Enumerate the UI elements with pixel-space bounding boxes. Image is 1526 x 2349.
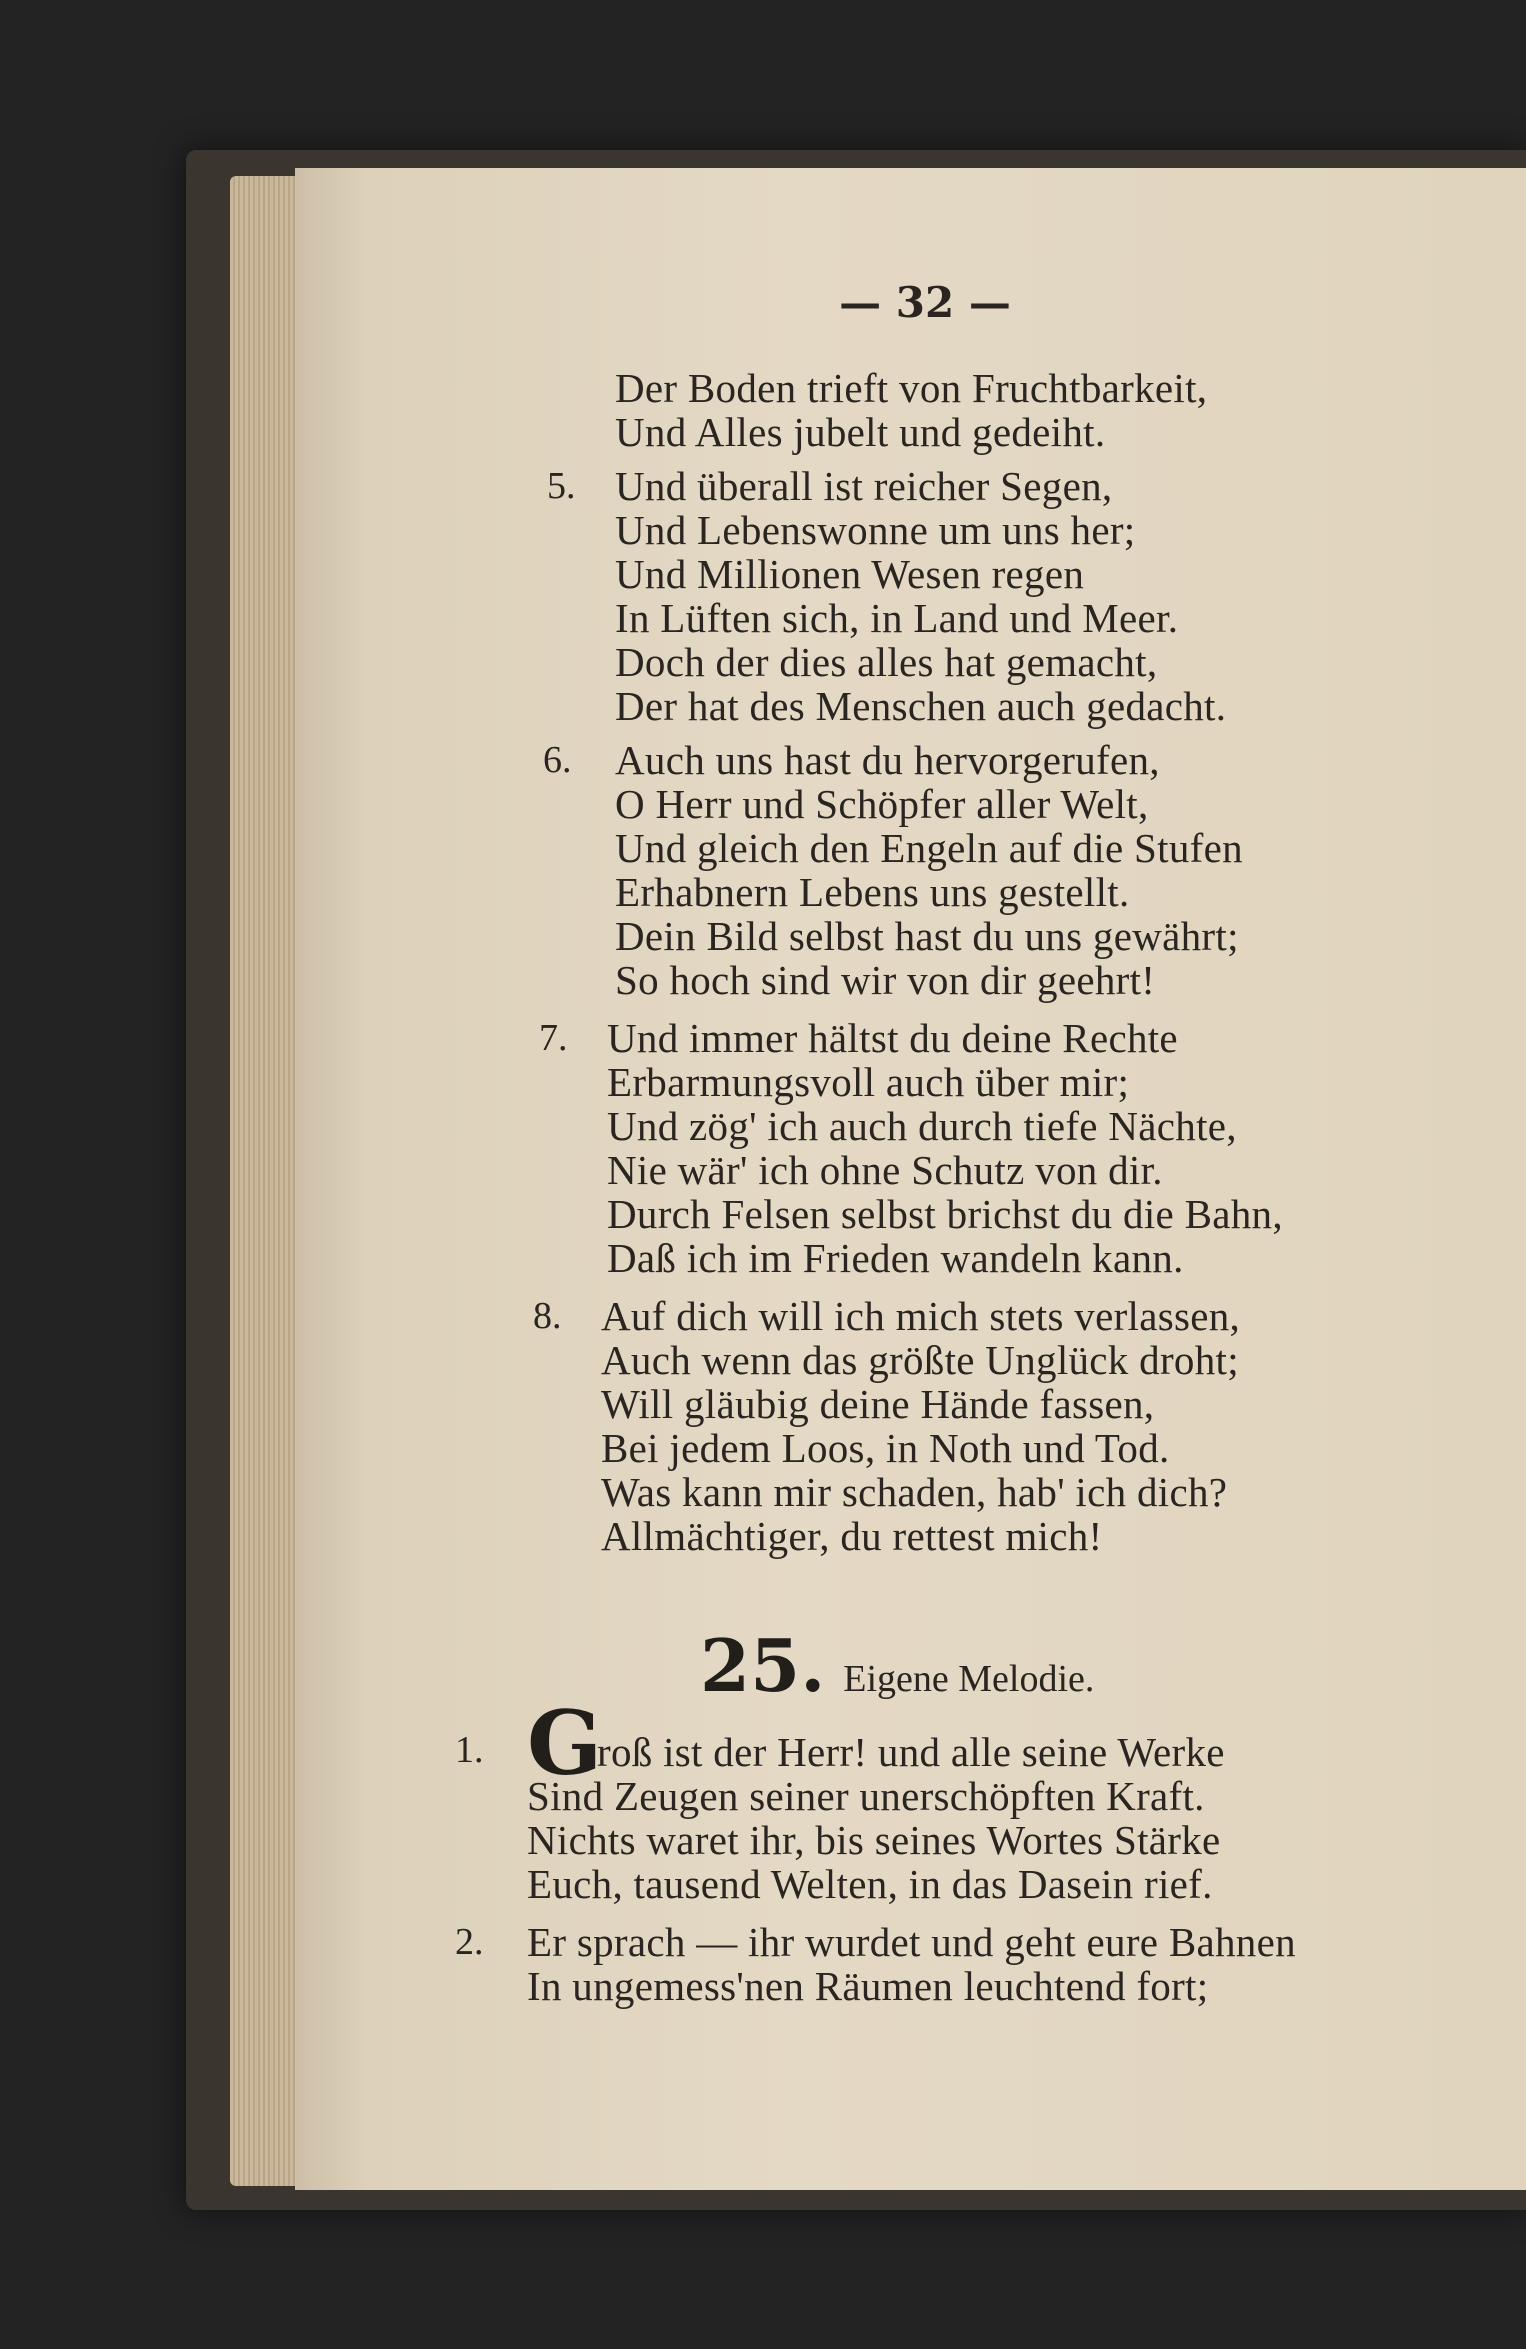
stanza-number: 8.	[533, 1295, 562, 1337]
verse-line: Nie wär' ich ohne Schutz von dir.	[607, 1147, 1163, 1193]
stanza-number: 6.	[543, 739, 572, 781]
verse-line: In Lüften sich, in Land und Meer.	[615, 595, 1179, 641]
verse-line: Erhabnern Lebens uns gestellt.	[615, 869, 1130, 915]
hymn-number: 25.	[700, 1623, 826, 1708]
verse-line: Und Alles jubelt und gedeiht.	[615, 409, 1106, 455]
verse-line: Und gleich den Engeln auf die Stufen	[615, 825, 1243, 871]
verse-line: So hoch sind wir von dir geehrt!	[615, 957, 1156, 1003]
verse-line: Sind Zeugen seiner unerschöpften Kraft.	[527, 1773, 1205, 1819]
verse-line: Erbarmungsvoll auch über mir;	[607, 1059, 1130, 1105]
verse-line: Euch, tausend Welten, in das Dasein rief.	[527, 1861, 1213, 1907]
verse-line: Und immer hältst du deine Rechte	[607, 1015, 1178, 1061]
verse-line: Und Lebenswonne um uns her;	[615, 507, 1136, 553]
verse-line: Was kann mir schaden, hab' ich dich?	[601, 1469, 1228, 1515]
stanza-number: 7.	[539, 1017, 568, 1059]
verse-line: Auf dich will ich mich stets verlassen,	[601, 1293, 1241, 1339]
verse-line: Nichts waret ihr, bis seines Wortes Stärke	[527, 1817, 1221, 1863]
verse-line: Doch der dies alles hat gemacht,	[615, 639, 1158, 685]
verse-line: Daß ich im Frieden wandeln kann.	[607, 1235, 1184, 1281]
verse-line: Bei jedem Loos, in Noth und Tod.	[601, 1425, 1170, 1471]
verse-line: Dein Bild selbst hast du uns gewährt;	[615, 913, 1239, 959]
verse-line: Der Boden trieft von Fruchtbarkeit,	[615, 365, 1208, 411]
stanza-number: 5.	[547, 465, 576, 507]
verse-line: Auch wenn das größte Unglück droht;	[601, 1337, 1239, 1383]
verse-line: Und zög' ich auch durch tiefe Nächte,	[607, 1103, 1237, 1149]
verse-line: Auch uns hast du hervorgerufen,	[615, 737, 1160, 783]
verse-line: roß ist der Herr! und alle seine Werke	[597, 1729, 1225, 1775]
verse-line: Der hat des Menschen auch gedacht.	[615, 683, 1227, 729]
verse-line: Allmächtiger, du rettest mich!	[601, 1513, 1103, 1559]
verse-line: Durch Felsen selbst brichst du die Bahn,	[607, 1191, 1283, 1237]
verse-line: Und Millionen Wesen regen	[615, 551, 1085, 597]
book-page	[295, 168, 1526, 2190]
verse-line: Will gläubig deine Hände fassen,	[601, 1381, 1155, 1427]
stanza-number: 1.	[455, 1729, 484, 1771]
hymn-heading	[700, 1623, 1094, 1708]
page-number: — 32 —	[839, 278, 1011, 327]
verse-line: O Herr und Schöpfer aller Welt,	[615, 781, 1149, 827]
stanza-number: 2.	[455, 1921, 484, 1963]
verse-line: In ungemess'nen Räumen leuchtend fort;	[527, 1963, 1209, 2009]
drop-cap: G	[527, 1691, 603, 1795]
verse-line: Und überall ist reicher Segen,	[615, 463, 1113, 509]
verse-line: Er sprach — ihr wurdet und geht eure Bahnen	[527, 1919, 1296, 1965]
hymn-melody: Eigene Melodie.	[843, 1658, 1095, 1700]
